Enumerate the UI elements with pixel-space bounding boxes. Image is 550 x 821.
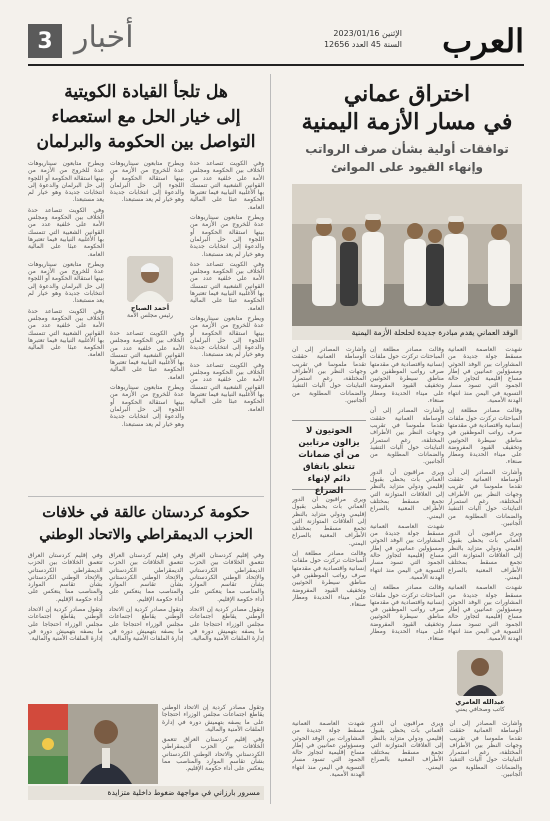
oman-paragraph-4: ويرى مراقبون أن الدور العماني بات يحظى بقبول إقليمي ودولي متزايد بالنظر إلى العلاقات المتوازنة التي تجمع مسقط بمختلف الأطراف المعنية بالصراع اليمني. xyxy=(448,530,522,581)
oman-sub-line2: وإنهاء القيود على الموانئ xyxy=(330,160,484,174)
oman-paragraph-16: شهدت العاصمة العمانية مسقط جولة جديدة من المشاورات بين الوفد الحوثي ومسؤولين عمانيين في إطار مساع إقليمية لتجاوز حالة الجمود التي تسود مسار التسوية في اليمن منذ انتهاء الهدنة الأممية. xyxy=(292,720,365,779)
oman-headline-line1: اختراق عماني xyxy=(343,81,471,107)
meeting-photo-illustration xyxy=(292,184,522,326)
oman-paragraph-6: وقالت مصادر مطلعة إن المباحثات تركزت حول ملفات إنسانية واقتصادية في مقدمتها صرف رواتب الموظفين في مناطق سيطرة الحوثيين وتخفيف القيود المفروضة على ميناء الحديدة ومطار صنعاء. xyxy=(370,346,444,405)
avatar-icon xyxy=(127,256,173,302)
oman-headline xyxy=(292,80,522,136)
kuwait-column-1 xyxy=(190,160,264,490)
writer-avatar xyxy=(457,650,503,696)
kuwait-paragraph-6: ويطرح متابعون سيناريوهات عدة للخروج من الأزمة من بينها استقالة الحكومة أو اللجوء إلى حل البرلمان والدعوة إلى انتخابات جديدة وهو خيار لم يعد مستبعدا. xyxy=(110,160,184,204)
oman-writer-role: كاتب وصحافي يمني xyxy=(455,706,505,713)
page-header xyxy=(28,18,524,66)
kurdistan-paragraph-2: وتقول مصادر كردية إن الاتحاد الوطني يقاطع اجتماعات مجلس الوزراء احتجاجا على ما يصفه بتهميش دوره في إدارة الملفات الأمنية والمالية. xyxy=(189,606,264,643)
section-title: أخبار xyxy=(74,20,134,55)
kuwait-paragraph-2: ويطرح متابعون سيناريوهات عدة للخروج من الأزمة من بينها استقالة الحكومة أو اللجوء إلى حل البرلمان والدعوة إلى انتخابات جديدة وهو خيار لم يعد مستبعدا. xyxy=(190,214,264,258)
oman-paragraph-11: وأشارت المصادر إلى أن الوساطة العمانية حققت تقدما ملموسا في تقريب وجهات النظر بين الأطراف المختلفة، رغم استمرار التباينات حول آليات التنفيذ والضمانات المطلوبة من الجانبين. xyxy=(292,346,366,405)
kuwait-paragraph-10: وفي الكويت تتصاعد حدة الخلاف بين الحكومة ومجلس الأمة على خلفية عدد من القوانين الشعبية التي تتمسك بها الأغلبية النيابية فيما تعتبرها الحكومة عبئا على المالية العامة. xyxy=(28,206,104,258)
column-divider xyxy=(270,74,271,804)
oman-writer-name: عبدالله العامري xyxy=(455,698,505,706)
oman-paragraph-8: ويرى مراقبون أن الدور العماني بات يحظى بقبول إقليمي ودولي متزايد بالنظر إلى العلاقات المتوازنة التي تجمع مسقط بمختلف الأطراف المعنية بالصراع اليمني. xyxy=(370,468,444,520)
oman-paragraph-10: وقالت مصادر مطلعة إن المباحثات تركزت حول ملفات إنسانية واقتصادية في مقدمتها صرف رواتب الموظفين في مناطق سيطرة الحوثيين وتخفيف القيود المفروضة على ميناء الحديدة ومطار صنعاء. xyxy=(370,584,444,643)
oman-meeting-photo xyxy=(292,184,522,326)
oman-paragraph-1: شهدت العاصمة العمانية مسقط جولة جديدة من المشاورات بين الوفد الحوثي ومسؤولين عمانيين في إطار مساع إقليمية لتجاوز حالة الجمود التي تسود مسار التسوية في اليمن منذ انتهاء الهدنة الأممية. xyxy=(448,346,522,405)
kuwait-writer-name: أحمد الصباح xyxy=(130,304,170,312)
oman-column-2 xyxy=(370,346,444,646)
kuwait-paragraph-8: ويطرح متابعون سيناريوهات عدة للخروج من الأزمة من بينها استقالة الحكومة أو اللجوء إلى حل البرلمان والدعوة إلى انتخابات جديدة وهو خيار لم يعد مستبعدا. xyxy=(110,384,184,428)
page-number: 3 xyxy=(28,24,62,58)
masthead-logo: العرب xyxy=(442,22,524,60)
kuwait-headline-line2: إلى خيار الحل مع استعصاء xyxy=(51,107,241,127)
kurdistan-text-lower xyxy=(162,704,264,784)
kurdistan-headline-line2: الحزب الديمقراطي والاتحاد الوطني xyxy=(39,526,253,543)
kuwait-paragraph-3: وفي الكويت تتصاعد حدة الخلاف بين الحكومة ومجلس الأمة على خلفية عدد من القوانين الشعبية التي تتمسك بها الأغلبية النيابية فيما تعتبرها الحكومة عبئا على المالية العامة. xyxy=(190,260,264,312)
kurdistan-paragraph-1: وفي إقليم كردستان العراق تتعمق الخلافات بين الحزب الديمقراطي الكردستاني والاتحاد الوطني الكردستاني بشأن تقاسم الموارد والمناصب مما ينعكس على أداء حكومة الإقليم. xyxy=(189,552,264,603)
kurdistan-photo xyxy=(28,704,158,784)
oman-column-3-bottom xyxy=(292,496,366,646)
kurdistan-paragraph-5: وفي إقليم كردستان العراق تتعمق الخلافات بين الحزب الديمقراطي الكردستاني والاتحاد الوطني الكردستاني بشأن تقاسم الموارد والمناصب مما ينعكس على أداء حكومة الإقليم. xyxy=(28,552,103,603)
kurdistan-photo-illustration xyxy=(28,704,158,784)
oman-paragraph-14: وأشارت المصادر إلى أن الوساطة العمانية حققت تقدما ملموسا في تقريب وجهات النظر بين الأطراف المختلفة، رغم استمرار التباينات حول آليات التنفيذ والضمانات المطلوبة من الجانبين. xyxy=(449,720,522,779)
oman-photo-caption: الوفد العماني يقدم مبادرة جديدة لحلحلة الأزمة اليمنية xyxy=(292,326,522,340)
kurdistan-paragraph-8: وفي إقليم كردستان العراق تتعمق الخلافات بين الحزب الديمقراطي الكردستاني والاتحاد الوطني الكردستاني بشأن تقاسم الموارد والمناصب مما ينعكس على أداء حكومة الإقليم. xyxy=(162,736,264,773)
avatar-icon xyxy=(457,650,503,696)
kuwait-writer-avatar xyxy=(127,256,173,302)
horizontal-divider xyxy=(28,496,264,497)
kuwait-paragraph-11: ويطرح متابعون سيناريوهات عدة للخروج من الأزمة من بينها استقالة الحكومة أو اللجوء إلى حل البرلمان والدعوة إلى انتخابات جديدة وهو خيار لم يعد مستبعدا. xyxy=(28,260,104,305)
kuwait-writer-role: رئيس مجلس الأمة xyxy=(126,312,174,319)
kuwait-headline-line3: التواصل بين الحكومة والبرلمان xyxy=(36,132,256,152)
oman-column-1 xyxy=(448,346,522,646)
kuwait-paragraph-9: ويطرح متابعون سيناريوهات عدة للخروج من الأزمة من بينها استقالة الحكومة أو اللجوء إلى حل البرلمان والدعوة إلى انتخابات جديدة وهو خيار لم يعد مستبعدا. xyxy=(28,160,104,204)
kurdistan-photo-caption: مسرور بارزاني في مواجهة ضغوط داخلية متزايدة xyxy=(28,786,264,800)
kuwait-paragraph-4: ويطرح متابعون سيناريوهات عدة للخروج من الأزمة من بينها استقالة الحكومة أو اللجوء إلى حل البرلمان والدعوة إلى انتخابات جديدة وهو خيار لم يعد مستبعدا. xyxy=(190,314,264,359)
kuwait-paragraph-12: وفي الكويت تتصاعد حدة الخلاف بين الحكومة ومجلس الأمة على خلفية عدد من القوانين الشعبية التي تتمسك بها الأغلبية النيابية فيما تعتبرها الحكومة عبئا على المالية العامة. xyxy=(28,307,104,359)
kuwait-paragraph-7: وفي الكويت تتصاعد حدة الخلاف بين الحكومة ومجلس الأمة على خلفية عدد من القوانين الشعبية التي تتمسك بها الأغلبية النيابية فيما تعتبرها الحكومة عبئا على المالية العامة. xyxy=(110,330,184,381)
kuwait-column-3 xyxy=(28,160,104,490)
oman-pull-quote: الحوثيون لا يزالون مرتابين من أي ضمانات تتعلق باتفاق دائم لإنهاء الصراع xyxy=(292,420,366,490)
oman-headline-line2: في مسار الأزمة اليمنية xyxy=(301,109,513,135)
kurdistan-text xyxy=(28,552,264,700)
kuwait-writer-box xyxy=(120,256,180,320)
issue-number: السنة 45 العدد 12656 xyxy=(323,40,402,49)
oman-subheadline xyxy=(292,140,522,176)
oman-paragraph-13: وقالت مصادر مطلعة إن المباحثات تركزت حول ملفات إنسانية واقتصادية في مقدمتها صرف رواتب الموظفين في مناطق سيطرة الحوثيين وتخفيف القيود المفروضة على ميناء الحديدة ومطار صنعاء. xyxy=(292,550,366,609)
oman-paragraph-12: ويرى مراقبون أن الدور العماني بات يحظى بقبول إقليمي ودولي متزايد بالنظر إلى العلاقات المتوازنة التي تجمع مسقط بمختلف الأطراف المعنية بالصراع اليمني. xyxy=(292,496,366,547)
oman-column-3-top xyxy=(292,346,366,416)
kuwait-paragraph-5: وفي الكويت تتصاعد حدة الخلاف بين الحكومة ومجلس الأمة على خلفية عدد من القوانين الشعبية التي تتمسك بها الأغلبية النيابية فيما تعتبرها الحكومة عبئا على المالية العامة. xyxy=(190,361,264,413)
oman-bottom-text xyxy=(292,720,522,800)
oman-sub-line1: توافقات أولية بشأن صرف الرواتب xyxy=(305,142,509,156)
oman-paragraph-15: ويرى مراقبون أن الدور العماني بات يحظى بقبول إقليمي ودولي متزايد بالنظر إلى العلاقات المتوازنة التي تجمع مسقط بمختلف الأطراف المعنية بالصراع اليمني. xyxy=(370,720,444,771)
kurdistan-paragraph-6: وتقول مصادر كردية إن الاتحاد الوطني يقاطع اجتماعات مجلس الوزراء احتجاجا على ما يصفه بتهميش دوره في إدارة الملفات الأمنية والمالية. xyxy=(28,606,103,643)
oman-paragraph-7: وأشارت المصادر إلى أن الوساطة العمانية حققت تقدما ملموسا في تقريب وجهات النظر بين الأطراف المختلفة، رغم استمرار التباينات حول آليات التنفيذ والضمانات المطلوبة من الجانبين. xyxy=(370,407,444,466)
kuwait-column-2-top xyxy=(110,160,184,250)
kurdistan-paragraph-3: وفي إقليم كردستان العراق تتعمق الخلافات بين الحزب الديمقراطي الكردستاني والاتحاد الوطني الكردستاني بشأن تقاسم الموارد والمناصب مما ينعكس على أداء حكومة الإقليم. xyxy=(108,552,184,603)
kurdistan-headline xyxy=(28,502,264,546)
oman-writer-box xyxy=(450,650,510,714)
kurdistan-paragraph-4: وتقول مصادر كردية إن الاتحاد الوطني يقاطع اجتماعات مجلس الوزراء احتجاجا على ما يصفه بتهميش دوره في إدارة الملفات الأمنية والمالية. xyxy=(108,606,184,643)
kuwait-headline xyxy=(28,80,264,155)
issue-date: الإثنين 2023/01/16 xyxy=(333,29,402,38)
issue-info xyxy=(324,28,402,50)
oman-paragraph-9: شهدت العاصمة العمانية مسقط جولة جديدة من المشاورات بين الوفد الحوثي ومسؤولين عمانيين في إطار مساع إقليمية لتجاوز حالة الجمود التي تسود مسار التسوية في اليمن منذ انتهاء الهدنة الأممية. xyxy=(370,522,444,581)
oman-paragraph-5: شهدت العاصمة العمانية مسقط جولة جديدة من المشاورات بين الوفد الحوثي ومسؤولين عمانيين في إطار مساع إقليمية لتجاوز حالة الجمود التي تسود مسار التسوية في اليمن منذ انتهاء الهدنة الأممية. xyxy=(448,584,522,643)
kuwait-headline-line1: هل تلجأ القيادة الكويتية xyxy=(64,82,228,102)
kuwait-column-2-bottom xyxy=(110,330,184,490)
kurdistan-paragraph-7: وتقول مصادر كردية إن الاتحاد الوطني يقاطع اجتماعات مجلس الوزراء احتجاجا على ما يصفه بتهميش دوره في إدارة الملفات الأمنية والمالية. xyxy=(162,704,264,733)
kurdistan-headline-line1: حكومة كردستان عالقة في خلافات xyxy=(42,504,250,521)
oman-paragraph-3: وأشارت المصادر إلى أن الوساطة العمانية حققت تقدما ملموسا في تقريب وجهات النظر بين الأطراف المختلفة، رغم استمرار التباينات حول آليات التنفيذ والضمانات المطلوبة من الجانبين. xyxy=(448,468,522,527)
oman-paragraph-2: وقالت مصادر مطلعة إن المباحثات تركزت حول ملفات إنسانية واقتصادية في مقدمتها صرف رواتب الموظفين في مناطق سيطرة الحوثيين وتخفيف القيود المفروضة على ميناء الحديدة ومطار صنعاء. xyxy=(448,407,522,466)
kuwait-paragraph-1: وفي الكويت تتصاعد حدة الخلاف بين الحكومة ومجلس الأمة على خلفية عدد من القوانين الشعبية التي تتمسك بها الأغلبية النيابية فيما تعتبرها الحكومة عبئا على المالية العامة. xyxy=(190,160,264,211)
